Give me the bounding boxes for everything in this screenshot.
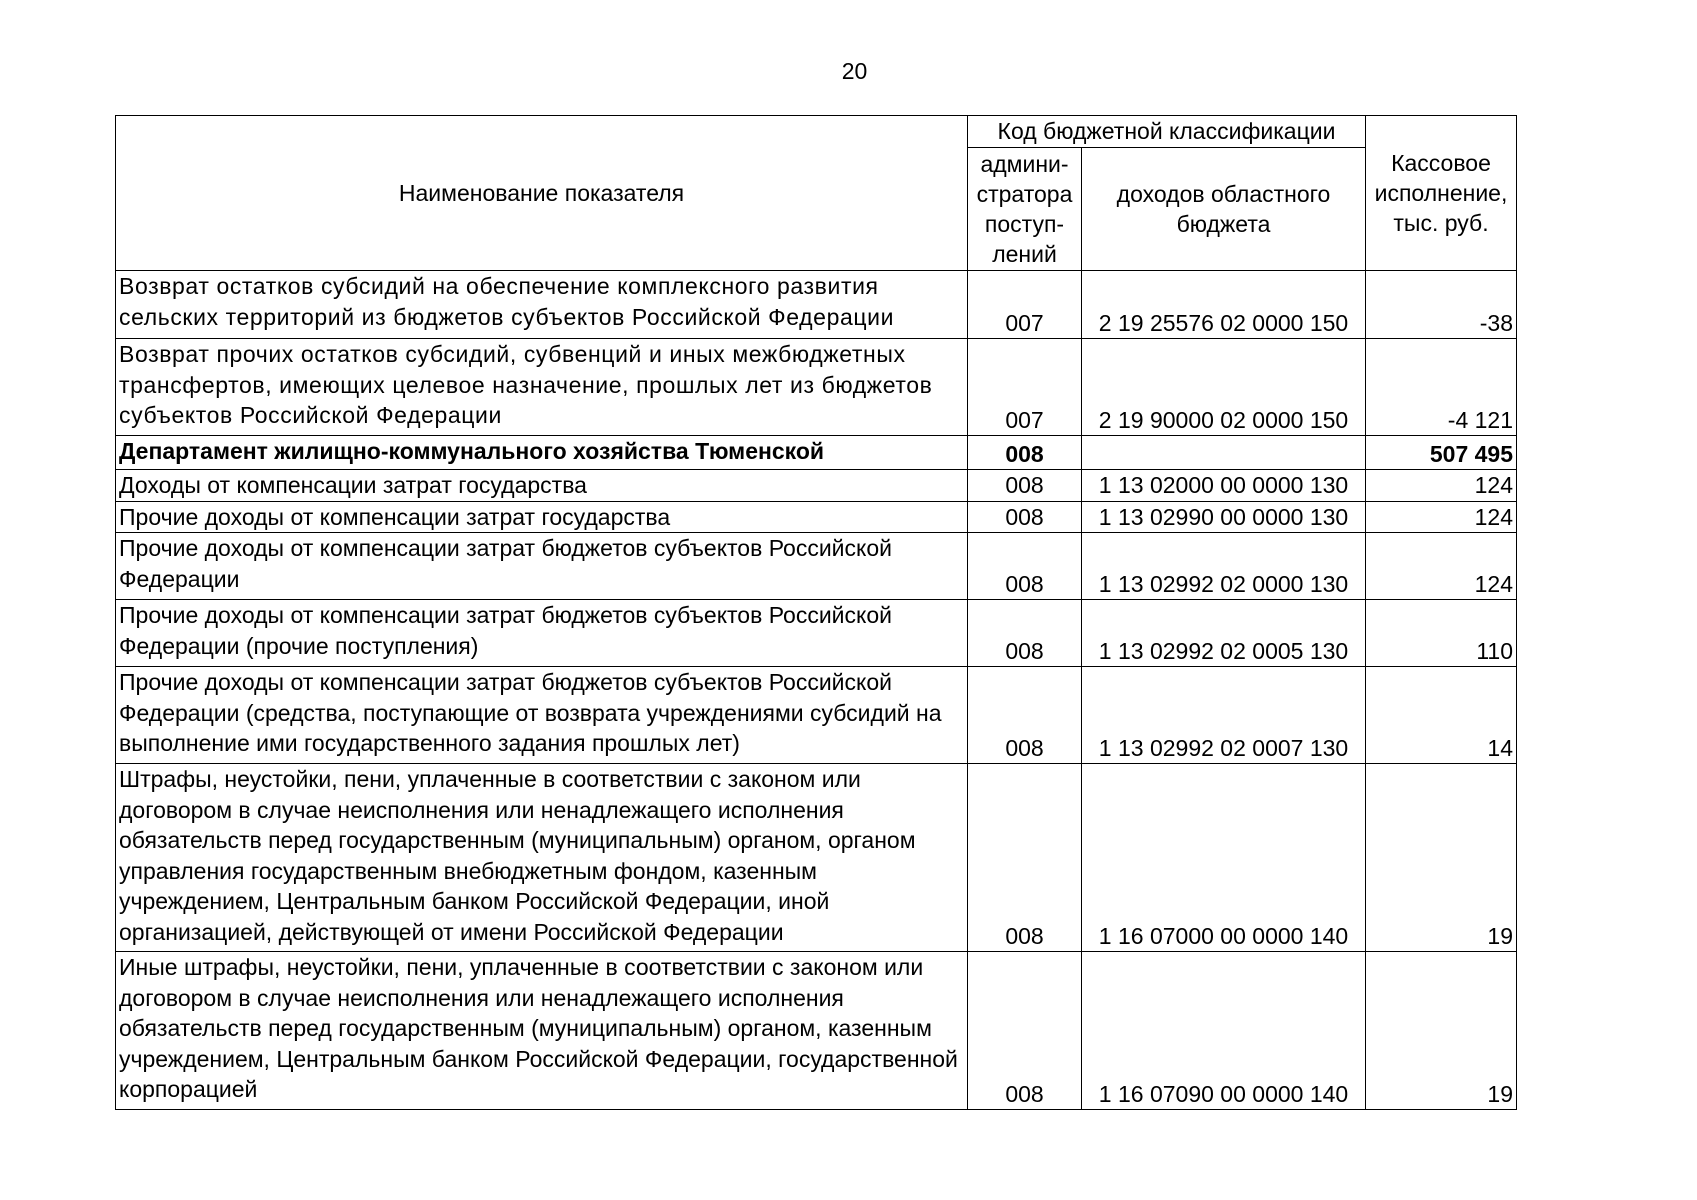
row-revenue-code: 1 13 02990 00 0000 130 <box>1082 501 1366 533</box>
row-revenue-code: 1 13 02992 02 0007 130 <box>1082 667 1366 764</box>
table-row <box>116 501 1517 533</box>
table-row <box>116 764 1517 952</box>
row-indicator-name: Возврат остатков субсидий на обеспечение комплексного развития сельских территорий из бюджетов субъектов Российской Федерации <box>116 271 968 339</box>
table-row <box>116 952 1517 1110</box>
header-indicator-name: Наименование показателя <box>116 116 968 271</box>
row-indicator-name: Прочие доходы от компенсации затрат бюджетов субъектов Российской Федерации (средства, поступающие от возврата учреждениями субсидий на выполнение ими государственного задания прошлых лет) <box>116 667 968 764</box>
row-revenue-code: 1 13 02000 00 0000 130 <box>1082 470 1366 502</box>
table-row <box>116 533 1517 600</box>
row-indicator-name: Прочие доходы от компенсации затрат бюджетов субъектов Российской Федерации (прочие поступления) <box>116 600 968 667</box>
row-indicator-name: Иные штрафы, неустойки, пени, уплаченные в соответствии с законом или договором в случае неисполнения или ненадлежащего исполнения обязательств перед государственным (муниципальным) органом, казенным учреждением, Центральным банком Российской Федерации, государственной корпорацией <box>116 952 968 1110</box>
row-amount: 124 <box>1366 501 1517 533</box>
row-indicator-name: Прочие доходы от компенсации затрат бюджетов субъектов Российской Федерации <box>116 533 968 600</box>
row-admin-code: 008 <box>968 764 1082 952</box>
row-amount: 19 <box>1366 764 1517 952</box>
table-row <box>116 600 1517 667</box>
row-indicator-name: Прочие доходы от компенсации затрат государства <box>116 501 968 533</box>
header-cash-execution: Кассовое исполнение, тыс. руб. <box>1366 116 1517 271</box>
row-revenue-code: 1 16 07000 00 0000 140 <box>1082 764 1366 952</box>
row-revenue-code: 1 16 07090 00 0000 140 <box>1082 952 1366 1110</box>
row-admin-code: 007 <box>968 339 1082 436</box>
header-budget-classification-code: Код бюджетной классификации <box>968 116 1366 148</box>
row-admin-code: 008 <box>968 952 1082 1110</box>
row-admin-code: 007 <box>968 271 1082 339</box>
row-revenue-code: 2 19 25576 02 0000 150 <box>1082 271 1366 339</box>
row-admin-code: 008 <box>968 600 1082 667</box>
row-amount: 124 <box>1366 533 1517 600</box>
row-admin-code: 008 <box>968 667 1082 764</box>
row-amount: -38 <box>1366 271 1517 339</box>
row-revenue-code: 1 13 02992 02 0005 130 <box>1082 600 1366 667</box>
row-amount: 507 495 <box>1366 436 1517 470</box>
row-admin-code: 008 <box>968 436 1082 470</box>
row-amount: 14 <box>1366 667 1517 764</box>
row-revenue-code: 1 13 02992 02 0000 130 <box>1082 533 1366 600</box>
row-revenue-code <box>1082 436 1366 470</box>
budget-revenue-table <box>115 115 1517 1110</box>
row-indicator-name: Департамент жилищно-коммунального хозяйства Тюменской <box>116 436 968 470</box>
page-number: 20 <box>841 58 868 84</box>
row-indicator-name: Штрафы, неустойки, пени, уплаченные в соответствии с законом или договором в случае неисполнения или ненадлежащего исполнения обязательств перед государственным (муниципальным) органом, органом управления государственным внебюджетным фондом, казенным учреждением, Центральным банком Российской Федерации, иной организацией, действующей от имени Российской Федерации <box>116 764 968 952</box>
table-row <box>116 470 1517 502</box>
row-amount: 124 <box>1366 470 1517 502</box>
row-admin-code: 008 <box>968 501 1082 533</box>
row-amount: -4 121 <box>1366 339 1517 436</box>
table-row <box>116 667 1517 764</box>
table-row <box>116 339 1517 436</box>
table-row <box>116 271 1517 339</box>
table-row-department <box>116 436 1517 470</box>
row-indicator-name: Доходы от компенсации затрат государства <box>116 470 968 502</box>
row-admin-code: 008 <box>968 533 1082 600</box>
row-admin-code: 008 <box>968 470 1082 502</box>
row-amount: 19 <box>1366 952 1517 1110</box>
header-revenue-administrator: админи-стратора поступ-лений <box>968 148 1082 271</box>
header-regional-budget-revenue: доходов областного бюджета <box>1082 148 1366 271</box>
row-amount: 110 <box>1366 600 1517 667</box>
row-indicator-name: Возврат прочих остатков субсидий, субвенций и иных межбюджетных трансфертов, имеющих целевое назначение, прошлых лет из бюджетов субъектов Российской Федерации <box>116 339 968 436</box>
row-revenue-code: 2 19 90000 02 0000 150 <box>1082 339 1366 436</box>
